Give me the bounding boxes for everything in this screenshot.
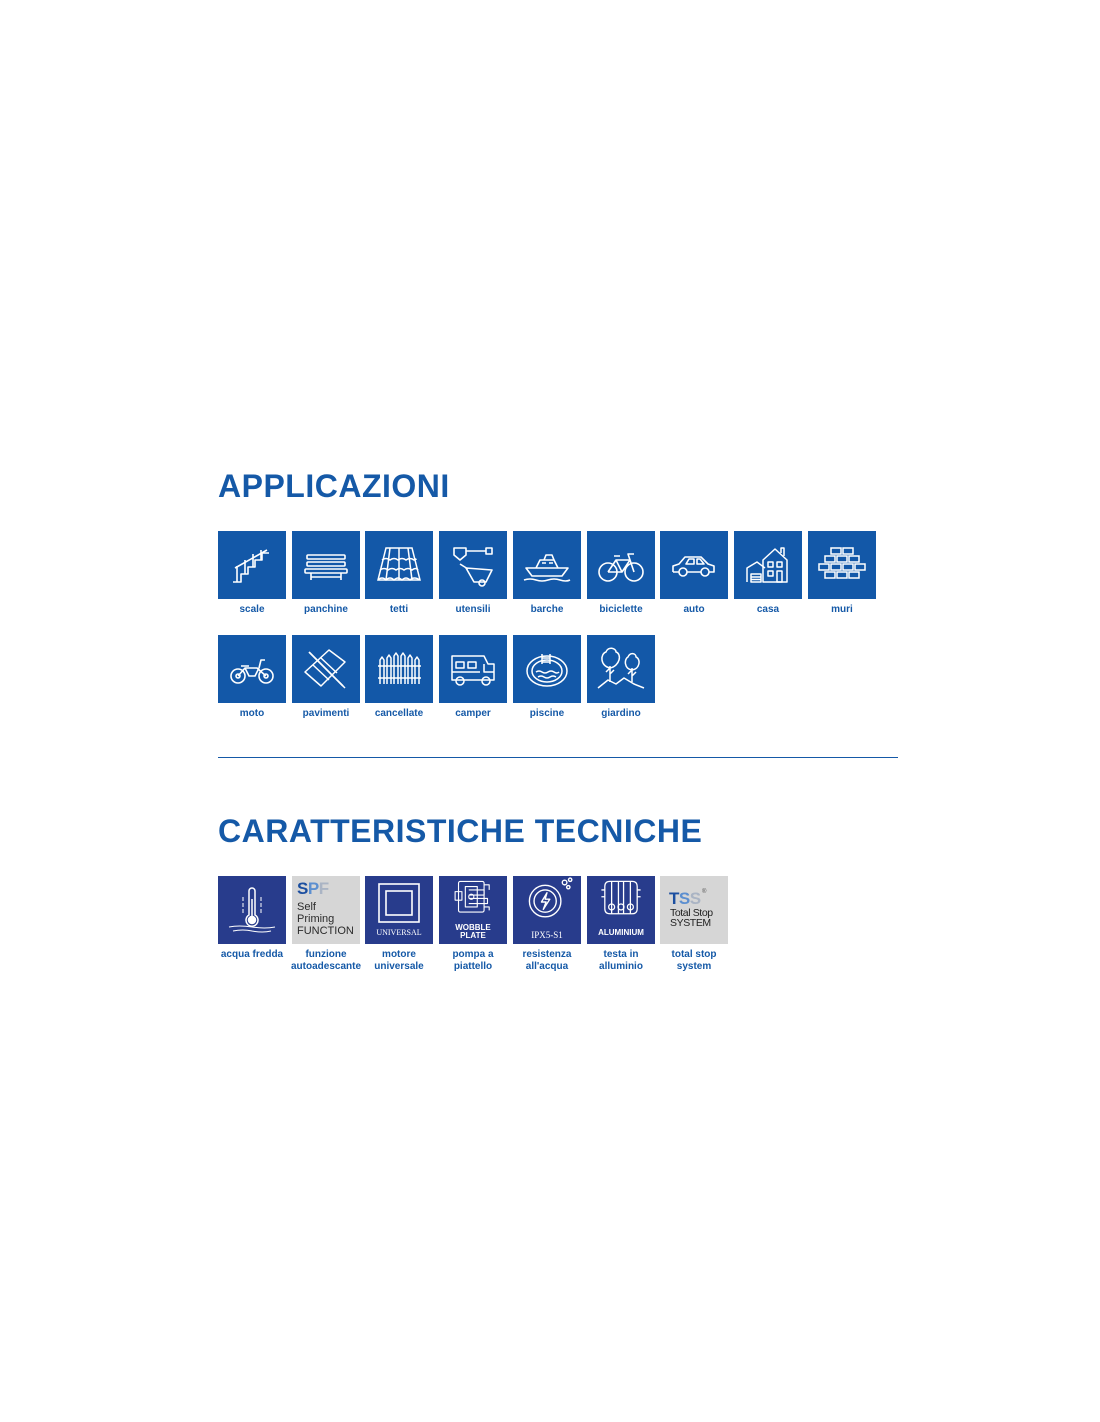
tech-tile-acqua-fredda: acqua fredda [218, 876, 286, 961]
applications-grid [218, 531, 878, 731]
roof-icon [372, 538, 426, 592]
application-tile-auto: auto [660, 531, 728, 616]
tech-tile-motore-universale: UNIVERSAL motore universale [365, 876, 433, 973]
wobble-plate-icon [446, 878, 500, 924]
application-tile-cancellate: cancellate [365, 635, 433, 720]
car-icon [667, 538, 721, 592]
application-tile-camper: camper [439, 635, 507, 720]
water-resistance-icon [518, 877, 576, 927]
application-tile-giardino: giardino [587, 635, 655, 720]
pool-icon [520, 642, 574, 696]
application-tile-casa: casa [734, 531, 802, 616]
tss-logo: TSS ® Total Stop SYSTEM [660, 876, 728, 944]
application-tile-moto: moto [218, 635, 286, 720]
floor-icon [299, 642, 353, 696]
thermometer-icon [225, 883, 279, 937]
tech-tile-testa-in-alluminio: ALUMINIUM testa in alluminio [587, 876, 655, 973]
application-tile-scale: scale [218, 531, 286, 616]
tech-tile-resistenza-all-acqua: IPX5-S1 resistenza all'acqua [513, 876, 581, 973]
application-tile-biciclette: biciclette [587, 531, 655, 616]
house-icon [741, 538, 795, 592]
technical-title: CARATTERISTICHE TECNICHE [218, 813, 703, 849]
application-tile-panchine: panchine [292, 531, 360, 616]
technical-grid [218, 876, 738, 986]
tools-icon [446, 538, 500, 592]
application-tile-muri: muri [808, 531, 876, 616]
aluminium-head-icon [594, 878, 648, 924]
camper-icon [446, 642, 500, 696]
application-tile-piscine: piscine [513, 635, 581, 720]
universal-motor-icon [372, 880, 426, 934]
section-divider [218, 757, 898, 758]
bench-icon [299, 538, 353, 592]
application-tile-pavimenti: pavimenti [292, 635, 360, 720]
tech-tile-funzione-autoadescante: SPF Self Priming FUNCTION funzione autoadescante [292, 876, 360, 973]
applications-title: APPLICAZIONI [218, 468, 450, 504]
garden-icon [594, 642, 648, 696]
boat-icon [520, 538, 574, 592]
application-tile-barche: barche [513, 531, 581, 616]
application-tile-utensili: utensili [439, 531, 507, 616]
stairs-icon [225, 538, 279, 592]
bicycle-icon [594, 538, 648, 592]
tech-tile-total-stop-system: TSS ® Total Stop SYSTEM total stop system [660, 876, 728, 973]
wall-icon [815, 538, 869, 592]
fence-icon [372, 642, 426, 696]
spf-logo: SPF Self Priming FUNCTION [292, 876, 360, 944]
tech-tile-pompa-a-piattello: WOBBLE PLATE pompa a piattello [439, 876, 507, 973]
motorbike-icon [225, 642, 279, 696]
application-tile-tetti: tetti [365, 531, 433, 616]
